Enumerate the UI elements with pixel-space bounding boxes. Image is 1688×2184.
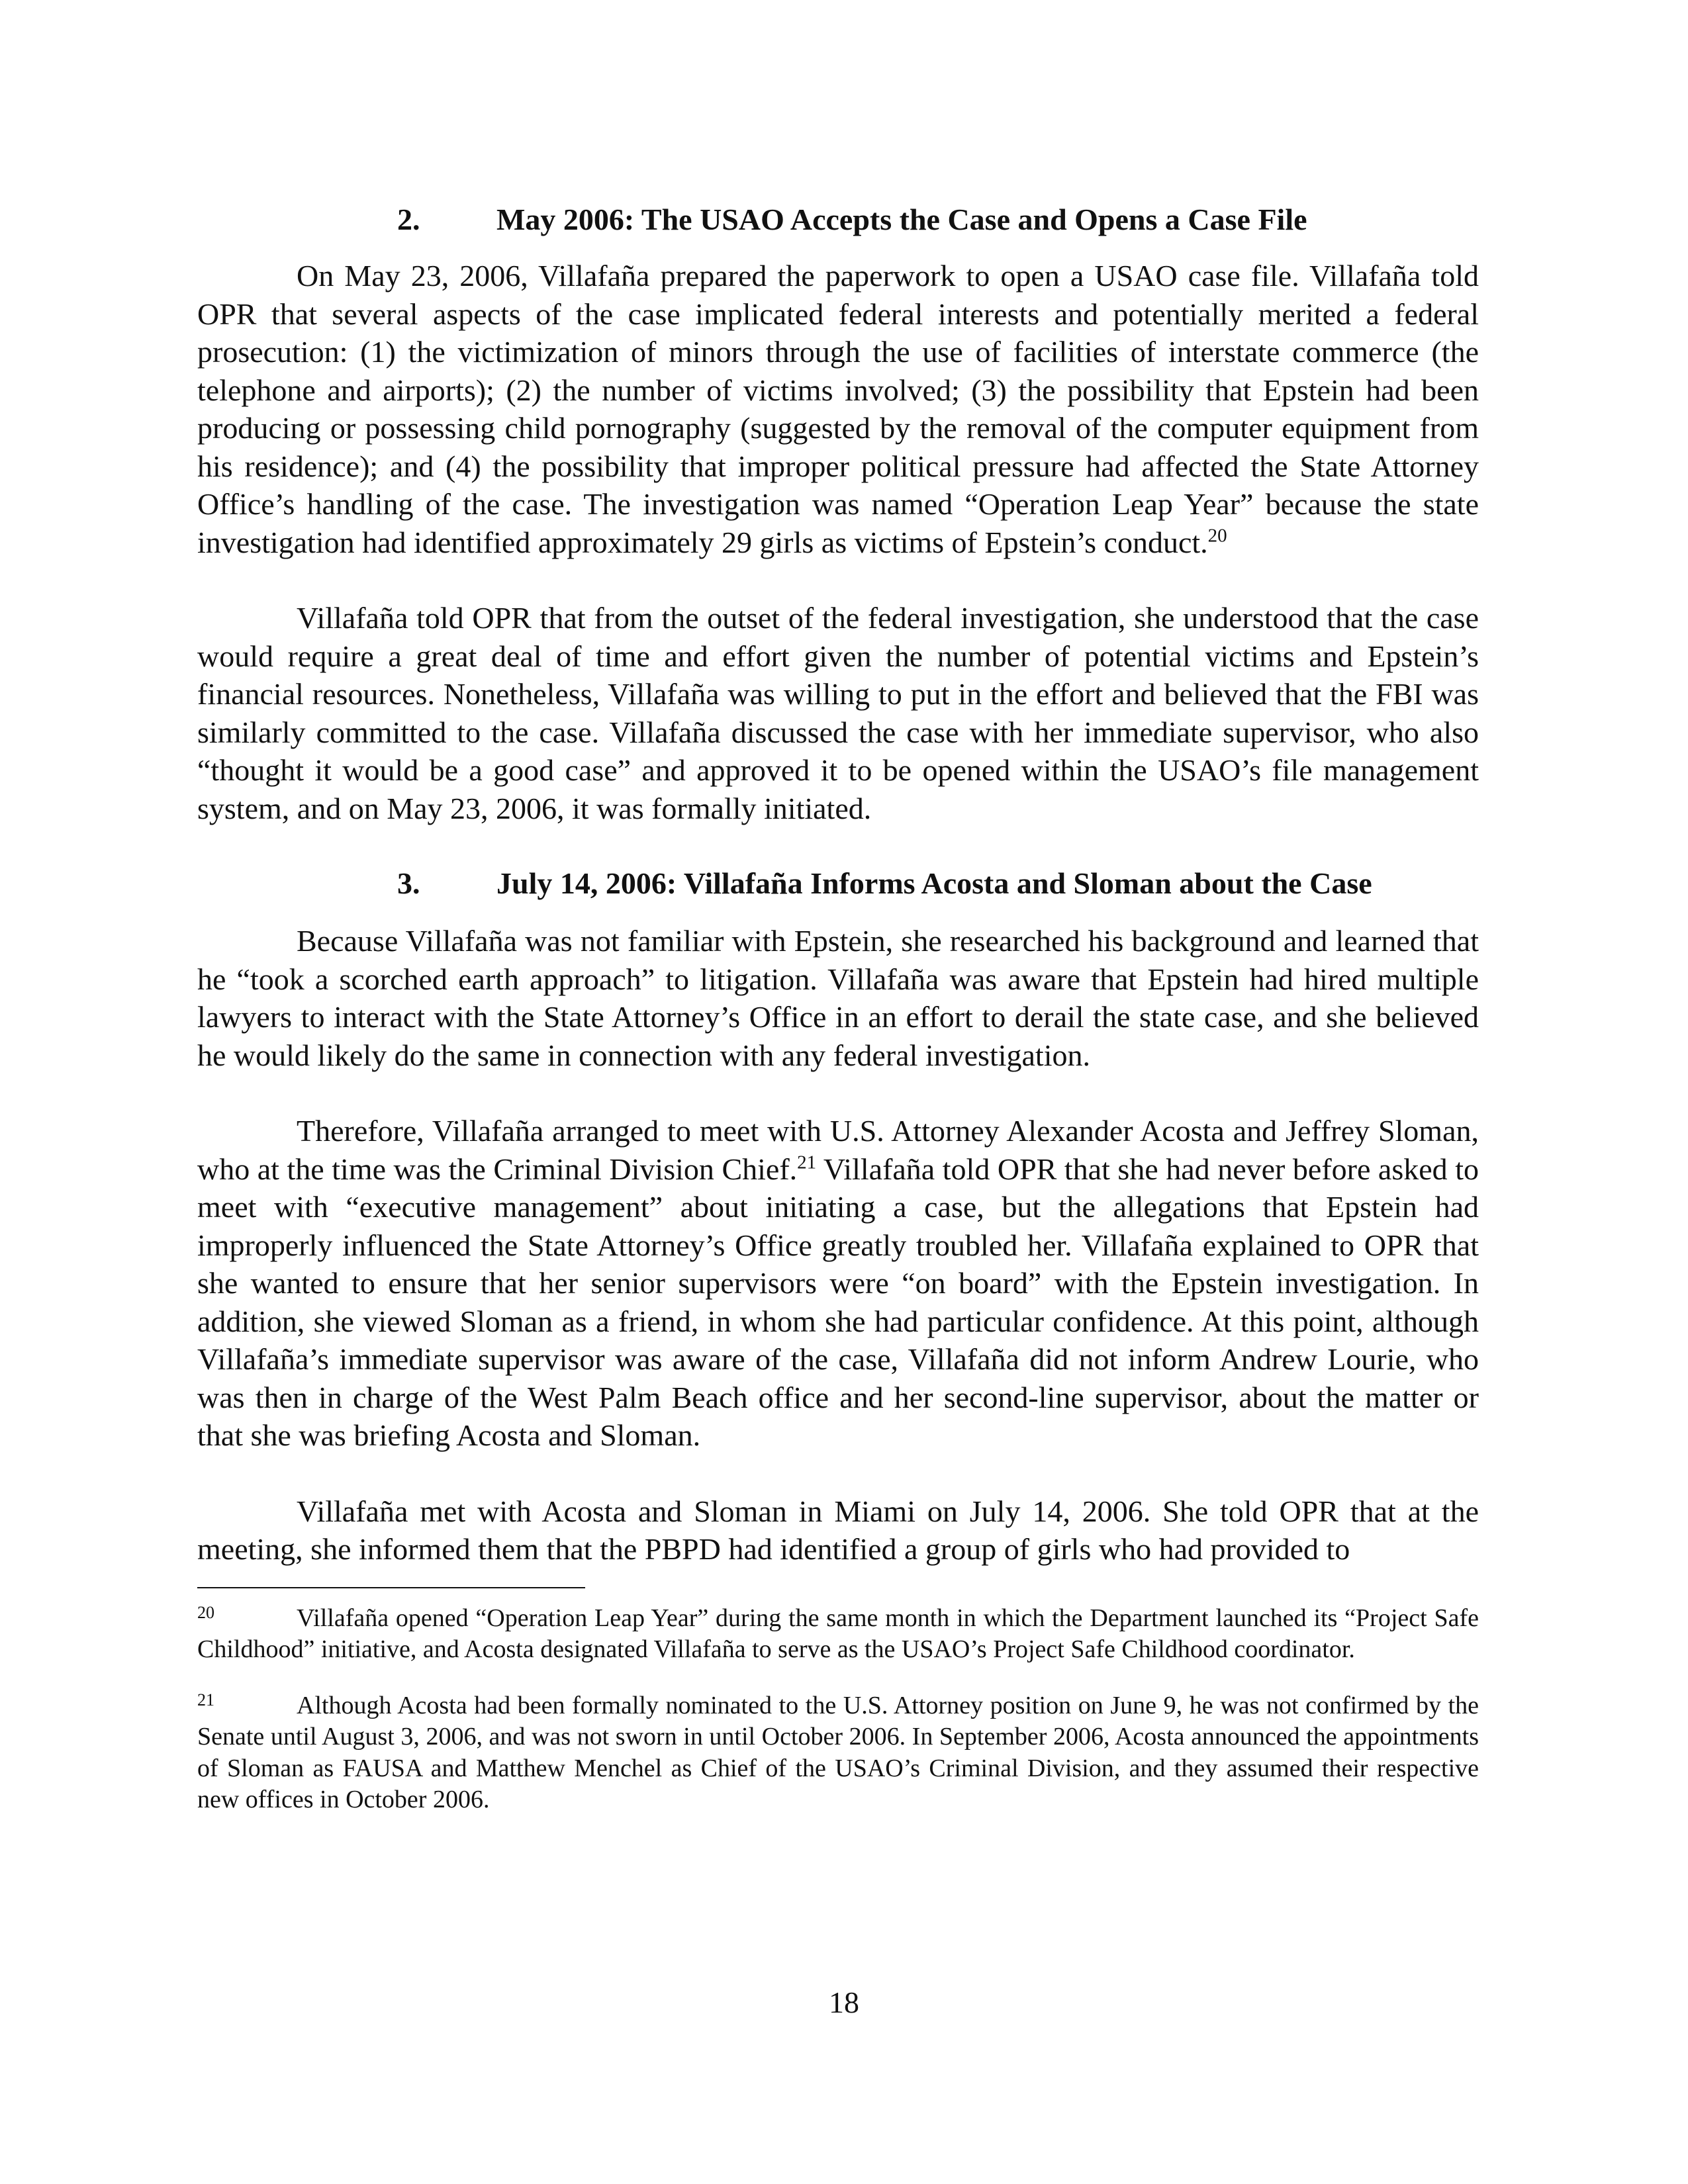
section-number: 3. (397, 866, 420, 900)
footnote (197, 1690, 1479, 1816)
section-title: July 14, 2006: Villafaña Informs Acosta and Sloman about the Case (496, 866, 1372, 900)
footnote-reference: 21 (797, 1152, 817, 1173)
footnote-number: 21 (197, 1690, 214, 1709)
footnote-reference: 20 (1207, 525, 1227, 547)
section-heading-2 (197, 201, 1479, 238)
paragraph-text: Because Villafaña was not familiar with Epstein, she researched his background and learned that he “took a scorched earth approach” to litigation. Villafaña was aware that Epstein had hired multiple lawyers to interact with the State Attorney’s Office in an effort to derail the state case, and she believed he would likely do the same in connection with any federal investigation. (197, 924, 1479, 1072)
body-paragraph (197, 922, 1479, 1074)
section-number: 2. (397, 203, 420, 236)
body-paragraph (197, 257, 1479, 561)
footnote (197, 1603, 1479, 1666)
body-paragraph (197, 1492, 1479, 1569)
page-number: 18 (829, 1985, 859, 2019)
section-heading-3 (197, 865, 1479, 902)
paragraph-text: Villafaña told OPR that from the outset of the federal investigation, she understood that the case would require a great deal of time and effort given the number of potential victims and Epstein’s financial resources. Nonetheless, Villafaña was willing to put in the effort and believed that the FBI was similarly committed to the case. Villafaña discussed the case with her immediate supervisor, who also “thought it would be a good case” and approved it to be opened within the USAO’s file management system, and on May 23, 2006, it was formally initiated. (197, 601, 1479, 825)
paragraph-text: Villafaña met with Acosta and Sloman in Miami on July 14, 2006. She told OPR that at the meeting, she informed them that the PBPD had identified a group of girls who had provided to (197, 1494, 1479, 1566)
body-paragraph (197, 599, 1479, 827)
footnote-number: 20 (197, 1602, 214, 1622)
footnote-separator (197, 1587, 585, 1588)
paragraph-text: Therefore, Villafaña arranged to meet with U.S. Attorney Alexander Acosta and Jeffrey Sloman, who at the time was the Criminal Division Chief. (197, 1114, 1479, 1186)
section-title: May 2006: The USAO Accepts the Case and Opens a Case File (496, 203, 1307, 236)
footnote-text: Villafaña opened “Operation Leap Year” during the same month in which the Department launched its “Project Safe Childhood” initiative, and Acosta designated Villafaña to serve as the USAO’s Project Safe Childhood coordinator. (197, 1604, 1479, 1663)
footnote-text: Although Acosta had been formally nominated to the U.S. Attorney position on June 9, he was not confirmed by the Senate until August 3, 2006, and was not sworn in until October 2006. In September 2006, Acosta announced the appointments of Sloman as FAUSA and Matthew Menchel as Chief of the USAO’s Criminal Division, and they assumed their respective new offices in October 2006. (197, 1691, 1479, 1813)
body-paragraph (197, 1112, 1479, 1455)
paragraph-text: On May 23, 2006, Villafaña prepared the paperwork to open a USAO case file. Villafaña told OPR that several aspects of the case implicated federal interests and potentially merited a federal prosecution: (1) the victimization of minors through the use of facilities of interstate commerce (the telephone and airports); (2) the number of victims involved; (3) the possibility that Epstein had been producing or possessing child pornography (suggested by the removal of the computer equipment from his residence); and (4) the possibility that improper political pressure had affected the State Attorney Office’s handling of the case. The investigation was named “Operation Leap Year” because the state investigation had identified approximately 29 girls as victims of Epstein’s conduct. (197, 259, 1479, 559)
paragraph-text: Villafaña told OPR that she had never before asked to meet with “executive management” about initiating a case, but the allegations that Epstein had improperly influenced the State Attorney’s Office greatly troubled her. Villafaña explained to OPR that she wanted to ensure that her senior supervisors were “on board” with the Epstein investigation. In addition, she viewed Sloman as a friend, in whom she had particular confidence. At this point, although Villafaña’s immediate supervisor was aware of the case, Villafaña did not inform Andrew Lourie, who was then in charge of the West Palm Beach office and her second-line supervisor, about the matter or that she was briefing Acosta and Sloman. (197, 1152, 1479, 1452)
document-page (197, 192, 1479, 1841)
